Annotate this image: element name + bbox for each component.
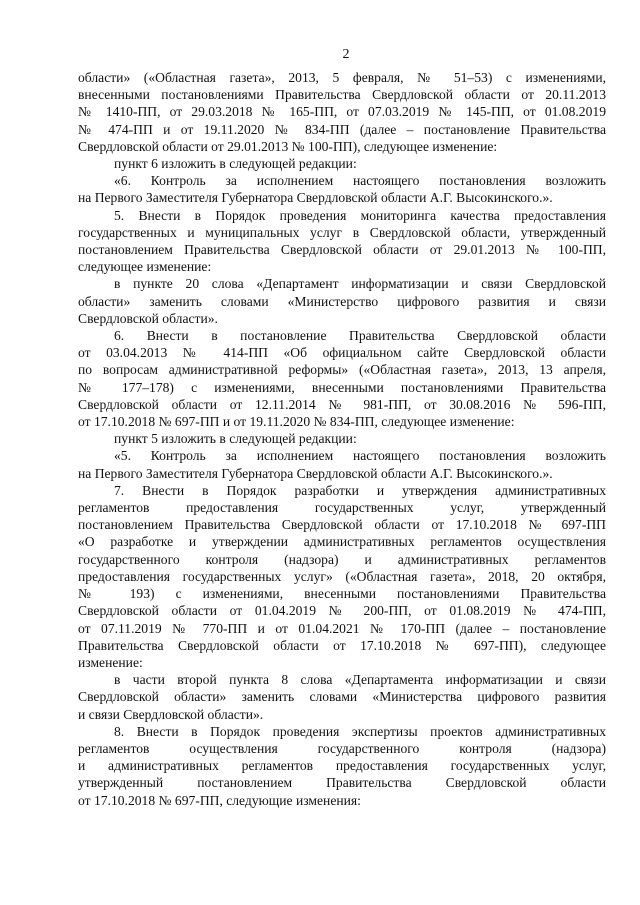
paragraph — [78, 671, 606, 723]
text-line: и административных регламентов предоставления государственных услуг, — [78, 758, 606, 774]
text-line: № 1410-ПП, от 29.03.2018 № 165-ПП, от 07.03.2019 № 145-ПП, от 01.08.2019 — [78, 104, 606, 120]
paragraph — [78, 172, 606, 206]
page-number: 2 — [342, 47, 350, 62]
text-line: области» («Областная газета», 2013, 5 февраля, № 51–53) с изменениями, — [78, 70, 606, 85]
text-line: государственных и муниципальных услуг в Свердловской области, утвержденный — [78, 224, 606, 240]
text-line: по вопросам административной реформы» («Областная газета», 2013, 13 апреля, — [78, 362, 606, 378]
text-line: 7. Внести в Порядок разработки и утверждения административных — [114, 482, 606, 498]
text-line: от 03.04.2013 № 414-ПП «Об официальном сайте Свердловской области — [78, 345, 606, 361]
text-line: Свердловской области от 29.01.2013 № 100-ПП), следующее изменение: — [78, 138, 498, 154]
text-line: от 17.10.2018 № 697-ПП, следующие изменения: — [78, 792, 361, 808]
text-line: пункт 5 изложить в следующей редакции: — [114, 431, 357, 447]
text-line: регламентов осуществления государственного контроля (надзора) — [78, 740, 606, 756]
text-line: пункт 6 изложить в следующей редакции: — [114, 156, 357, 172]
text-line: и связи Свердловской области». — [78, 706, 264, 722]
text-line: в части второй пункта 8 слова «Департамента информатизации и связи — [114, 672, 606, 688]
paragraph — [78, 155, 606, 172]
paragraph — [78, 275, 606, 327]
document-body — [78, 69, 606, 809]
text-line: Правительства Свердловской области от 17.10.2018 № 697-ПП), следующее — [78, 637, 606, 653]
text-line: 5. Внести в Порядок проведения мониторинга качества предоставления — [114, 207, 606, 223]
text-line: от 07.11.2019 № 770-ПП и от 01.04.2021 № 170-ПП (далее – постановление — [78, 620, 606, 636]
text-line: Свердловской области от 12.11.2014 № 981-ПП, от 30.08.2016 № 596-ПП, — [78, 396, 606, 412]
text-line: Свердловской области». — [78, 310, 218, 326]
text-line: «5. Контроль за исполнением настоящего постановления возложить — [114, 448, 606, 464]
text-line: утвержденный постановлением Правительства Свердловской области — [78, 775, 606, 791]
text-line: Свердловской области от 01.04.2019 № 200-ПП, от 01.08.2019 № 474-ПП, — [78, 603, 606, 619]
paragraph — [78, 207, 606, 276]
paragraph — [78, 327, 606, 430]
text-line: в пункте 20 слова «Департамент информатизации и связи Свердловской — [114, 276, 606, 292]
text-line: «О разработке и утверждении административных регламентов осуществления — [78, 534, 606, 550]
text-line: 6. Внести в постановление Правительства Свердловской области — [114, 328, 606, 344]
text-line: изменение: — [78, 654, 143, 670]
text-line: Свердловской области» заменить словами «Министерства цифрового развития — [78, 689, 606, 705]
text-line: от 17.10.2018 № 697-ПП и от 19.11.2020 № 834-ПП, следующее изменение: — [78, 414, 515, 430]
text-line: следующее изменение: — [78, 259, 212, 275]
paragraph — [78, 482, 606, 671]
text-line: области» заменить словами «Министерство цифрового развития и связи — [78, 293, 606, 309]
text-line: внесенными постановлениями Правительства Свердловской области от 20.11.2013 — [78, 87, 606, 103]
text-line: на Первого Заместителя Губернатора Свердловской области А.Г. Высокинского.». — [78, 190, 553, 206]
text-line: государственного контроля (надзора) и административных регламентов — [78, 551, 606, 567]
text-line: 8. Внести в Порядок проведения экспертизы проектов административных — [114, 723, 606, 739]
text-line: постановлением Правительства Свердловской области от 17.10.2018 № 697-ПП — [78, 517, 606, 533]
text-line: № 193) с изменениями, внесенными постановлениями Правительства — [78, 586, 606, 602]
paragraph — [78, 447, 606, 481]
paragraph — [78, 69, 606, 155]
text-line: на Первого Заместителя Губернатора Свердловской области А.Г. Высокинского.». — [78, 465, 553, 481]
text-line: № 177–178) с изменениями, внесенными постановлениями Правительства — [78, 379, 606, 395]
text-line: «6. Контроль за исполнением настоящего постановления возложить — [114, 173, 606, 189]
text-line: № 474-ПП и от 19.11.2020 № 834-ПП (далее – постановление Правительства — [78, 121, 606, 137]
text-line: регламентов предоставления государственных услуг, утвержденный — [78, 500, 606, 516]
text-line: предоставления государственных услуг» («Областная газета», 2018, 20 октября, — [78, 568, 606, 584]
paragraph — [78, 723, 606, 809]
text-line: постановлением Правительства Свердловской области от 29.01.2013 № 100-ПП, — [78, 242, 606, 258]
paragraph — [78, 430, 606, 447]
